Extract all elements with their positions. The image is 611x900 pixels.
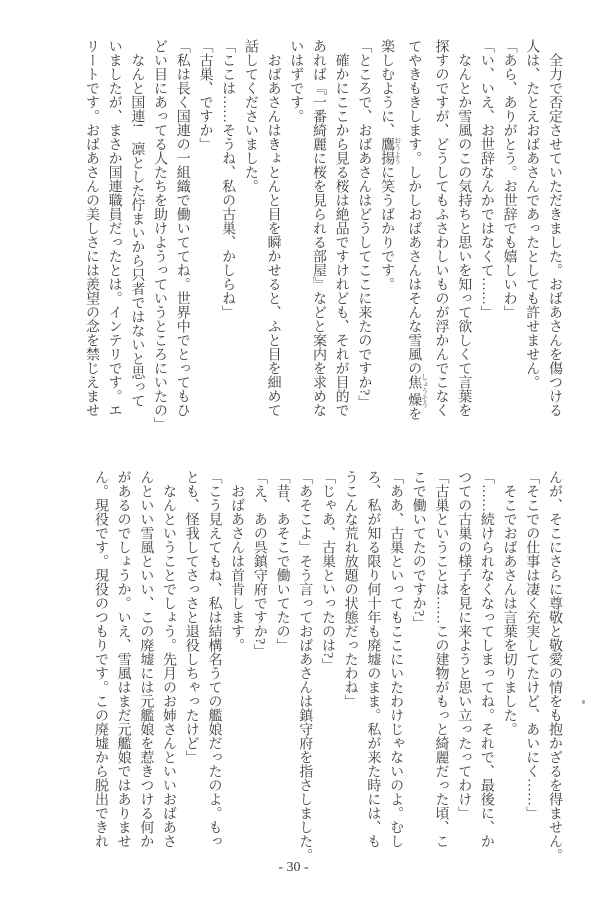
- text-line: 「ああ、古巣といってもここにいたわけじゃないのよ。むし: [388, 470, 404, 848]
- scan-speck: [582, 700, 585, 704]
- text-line: 「い、いえ、お世辞なんかではなくて……」: [478, 39, 494, 319]
- text-line: おばあさんはきょとんと目を瞬かせると、ふと目を細めて: [265, 53, 281, 417]
- text-line: 「え、あの呉鎮守府ですか?」: [251, 470, 267, 659]
- text-line: 「古巣、ですか」: [197, 39, 213, 151]
- text-line: があるのでしょうか。いえ、雪風はまだ元艦娘ではありませ: [115, 470, 131, 848]
- text-line: 話してくださいました。: [242, 39, 258, 193]
- text-line: リートです。おばあさんの美しさには羨望の念を禁じえませ: [83, 39, 99, 417]
- furigana-word: 鷹揚 おうよう: [379, 137, 402, 165]
- text-line: そこでおばあさんは言葉を切りました。: [501, 484, 517, 736]
- text-line: 「私は長く国連の一組織で働いててね。世界中でとってもひ: [174, 39, 190, 417]
- text-line: 楽しむように、鷹揚 おうように笑うばかりです。: [379, 39, 402, 291]
- text-line: てやきもきします。しかしおばあさんはそんな雪風の焦燥 しょうそうを: [406, 39, 429, 421]
- furigana-word: 焦燥 しょうそう: [406, 373, 429, 409]
- text-line: 「じゃあ、古巣といったのは?」: [319, 470, 335, 673]
- text-line: あれば『一番綺麗に桜を見られる部屋』などと案内を求めな: [310, 39, 326, 417]
- text-line: 確かにここから見る桜は絶品ですけれども、それが目的で: [333, 53, 349, 417]
- page-number: - 30 -: [278, 860, 309, 875]
- text-line: うこんな荒れ放題の状態だったわね」: [342, 470, 358, 708]
- text-line: 全力で否定させていただきました。おばあさんを傷つける: [547, 53, 562, 417]
- upper-text-block: [79, 39, 565, 435]
- text-line: どい目にあってる人たちを助けようっていうところにいたの」: [152, 39, 168, 431]
- text-line: なんということでしょう。先月のお姉さんといいおばあさ: [161, 484, 177, 848]
- text-line: 「古巣ということは……この建物がもっと綺麗だった頃、こ: [433, 470, 449, 848]
- text-line: いはずです。: [288, 39, 304, 123]
- text-line: 探すのですが、どうしてもふさわしいものが浮かんでこなく: [433, 39, 449, 417]
- text-line: 「あら、ありがとう。お世辞でも嬉しいわ」: [501, 39, 517, 319]
- text-line: 人は、たとえおばあさんであったとしても許せません。: [524, 39, 540, 389]
- text-line: 「ここは……そうね、私の古巣、かしらね」: [220, 39, 236, 319]
- text-line: ん。現役です。現役のつもりです。この廃墟から脱出できれ: [92, 470, 108, 848]
- text-line: つての古巣の様子を見に来ようと思い立ったってわけ」: [456, 470, 472, 820]
- text-line: なんとか雪風のこの気持ちと思いを知って欲しくて言葉を: [456, 53, 472, 417]
- text-line: 「ところで、おばあさんはどうしてここに来たのですか?」: [356, 39, 372, 410]
- text-line: ろ、私が知る限り何十年も廃墟のまま。私が来た時には、も: [365, 470, 381, 848]
- text-line: こで働いてたのですか?」: [410, 470, 426, 631]
- text-line: 「そこでの仕事は凄く充実してたけど、あいにく……」: [524, 470, 540, 820]
- text-line: おばあさんは首肯します。: [229, 484, 245, 652]
- text-line: 「……続けられなくなってしまってね。それで、最後に、か: [478, 470, 494, 848]
- text-line: んが、そこにさらに尊敬と敬愛の情をも抱かざるを得ません。: [547, 470, 562, 862]
- lower-text-block: [88, 470, 565, 866]
- text-line: んといい雪風といい、この廃墟には元艦娘を惹きつける何か: [138, 470, 154, 848]
- text-line: 「こう見えてもね、私は結構名うての艦娘だったのよ。もっ: [206, 470, 222, 848]
- text-line: とも、怪我してさっさと退役しちゃったけど」: [183, 470, 199, 764]
- text-line: なんと国連! 凛とした佇まいから只者ではないと思って: [129, 53, 145, 408]
- text-line: 「昔、あそこで働いてたの」: [274, 470, 290, 652]
- text-line: 「あそこよ」そう言っておばあさんは鎮守府を指さしました。: [297, 470, 313, 862]
- text-line: いましたが、まさか国連職員だったとは。インテリです。エ: [106, 39, 122, 417]
